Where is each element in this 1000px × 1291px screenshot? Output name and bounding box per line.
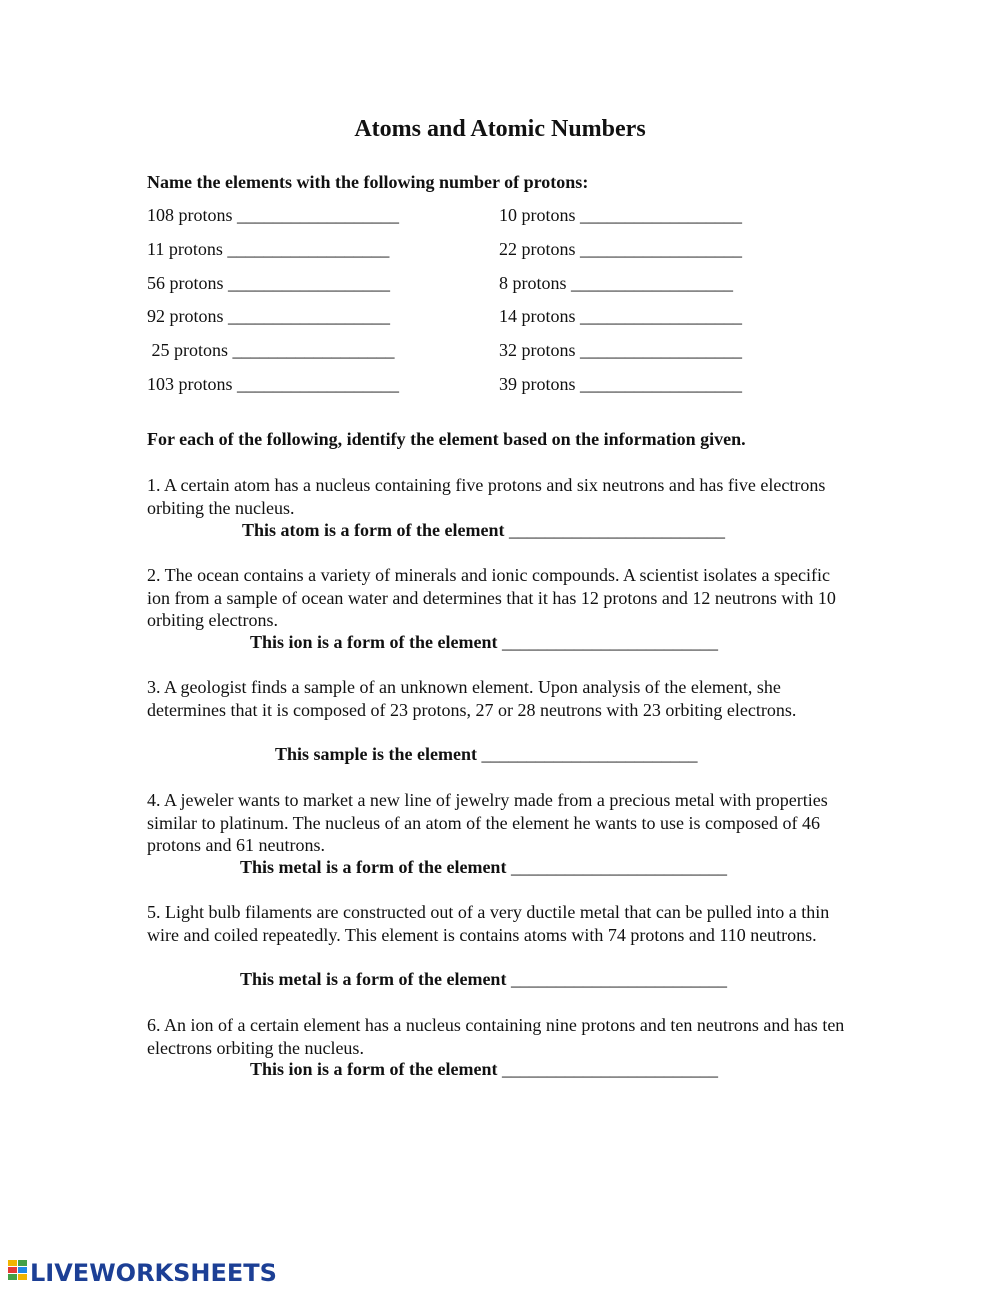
proton-item: 92 protons __________________ (147, 306, 390, 326)
proton-item: 39 protons __________________ (499, 374, 742, 394)
proton-item: 56 protons __________________ (147, 273, 390, 293)
answer-blank: ________________________ (510, 969, 727, 989)
proton-item: 22 protons __________________ (499, 239, 742, 259)
question-1-answer (242, 520, 725, 541)
proton-row (0, 340, 1000, 362)
brand-name: LIVEWORKSHEETS (30, 1259, 277, 1287)
protons-instruction: Name the elements with the following number of protons: (147, 172, 589, 192)
proton-item: 8 protons __________________ (499, 273, 733, 293)
proton-item: 103 protons __________________ (147, 374, 399, 394)
proton-item: 10 protons __________________ (499, 205, 742, 225)
identify-instruction: For each of the following, identify the element based on the information given. (147, 429, 746, 449)
liveworksheets-logo-icon (8, 1258, 30, 1289)
question-6-text: 6. An ion of a certain element has a nucleus containing nine protons and ten neutrons and has ten electrons orbiting the nucleus. (147, 1015, 845, 1058)
proton-item: 25 protons __________________ (147, 340, 395, 360)
question-3-text: 3. A geologist finds a sample of an unknown element. Upon analysis of the element, she determines that it is composed of 23 protons, 27 or 28 neutrons with 23 orbiting electrons. (147, 677, 797, 720)
answer-blank: ________________________ (508, 520, 725, 540)
answer-blank: ________________________ (501, 632, 718, 652)
answer-label: This metal is a form of the element (240, 969, 507, 989)
footer-brand (8, 1258, 277, 1288)
question-2-text: 2. The ocean contains a variety of minerals and ionic compounds. A scientist isolates a specific ion from a sample of ocean water and determines that it has 12 protons and 12 neutrons with 10 orbiting electrons. (147, 565, 836, 630)
answer-label: This metal is a form of the element (240, 857, 507, 877)
answer-label: This sample is the element (275, 744, 477, 764)
question-6-answer (250, 1059, 718, 1080)
answer-label: This ion is a form of the element (250, 1059, 498, 1079)
proton-row (0, 239, 1000, 261)
answer-blank: ________________________ (481, 744, 698, 764)
proton-item: 14 protons __________________ (499, 306, 742, 326)
question-2-answer (250, 632, 718, 653)
answer-label: This atom is a form of the element (242, 520, 505, 540)
proton-item: 32 protons __________________ (499, 340, 742, 360)
question-3-answer (275, 744, 698, 765)
question-4-answer (240, 857, 727, 878)
answer-blank: ________________________ (510, 857, 727, 877)
page-title: Atoms and Atomic Numbers (354, 116, 646, 142)
answer-label: This ion is a form of the element (250, 632, 498, 652)
question-4-text: 4. A jeweler wants to market a new line of jewelry made from a precious metal with properties similar to platinum. The nucleus of an atom of the element he wants to use is composed of 46 protons and 61 neutrons. (147, 790, 828, 855)
proton-row (0, 205, 1000, 227)
answer-blank: ________________________ (501, 1059, 718, 1079)
proton-item: 108 protons __________________ (147, 205, 399, 225)
question-5-text: 5. Light bulb filaments are constructed out of a very ductile metal that can be pulled into a thin wire and coiled repeatedly. This element is contains atoms with 74 protons and 110 neutrons. (147, 902, 830, 945)
question-1-text: 1. A certain atom has a nucleus containing five protons and six neutrons and has five electrons orbiting the nucleus. (147, 475, 826, 518)
proton-item: 11 protons __________________ (147, 239, 390, 259)
question-5-answer (240, 969, 727, 990)
proton-row (0, 374, 1000, 396)
proton-row (0, 306, 1000, 328)
proton-row (0, 273, 1000, 295)
